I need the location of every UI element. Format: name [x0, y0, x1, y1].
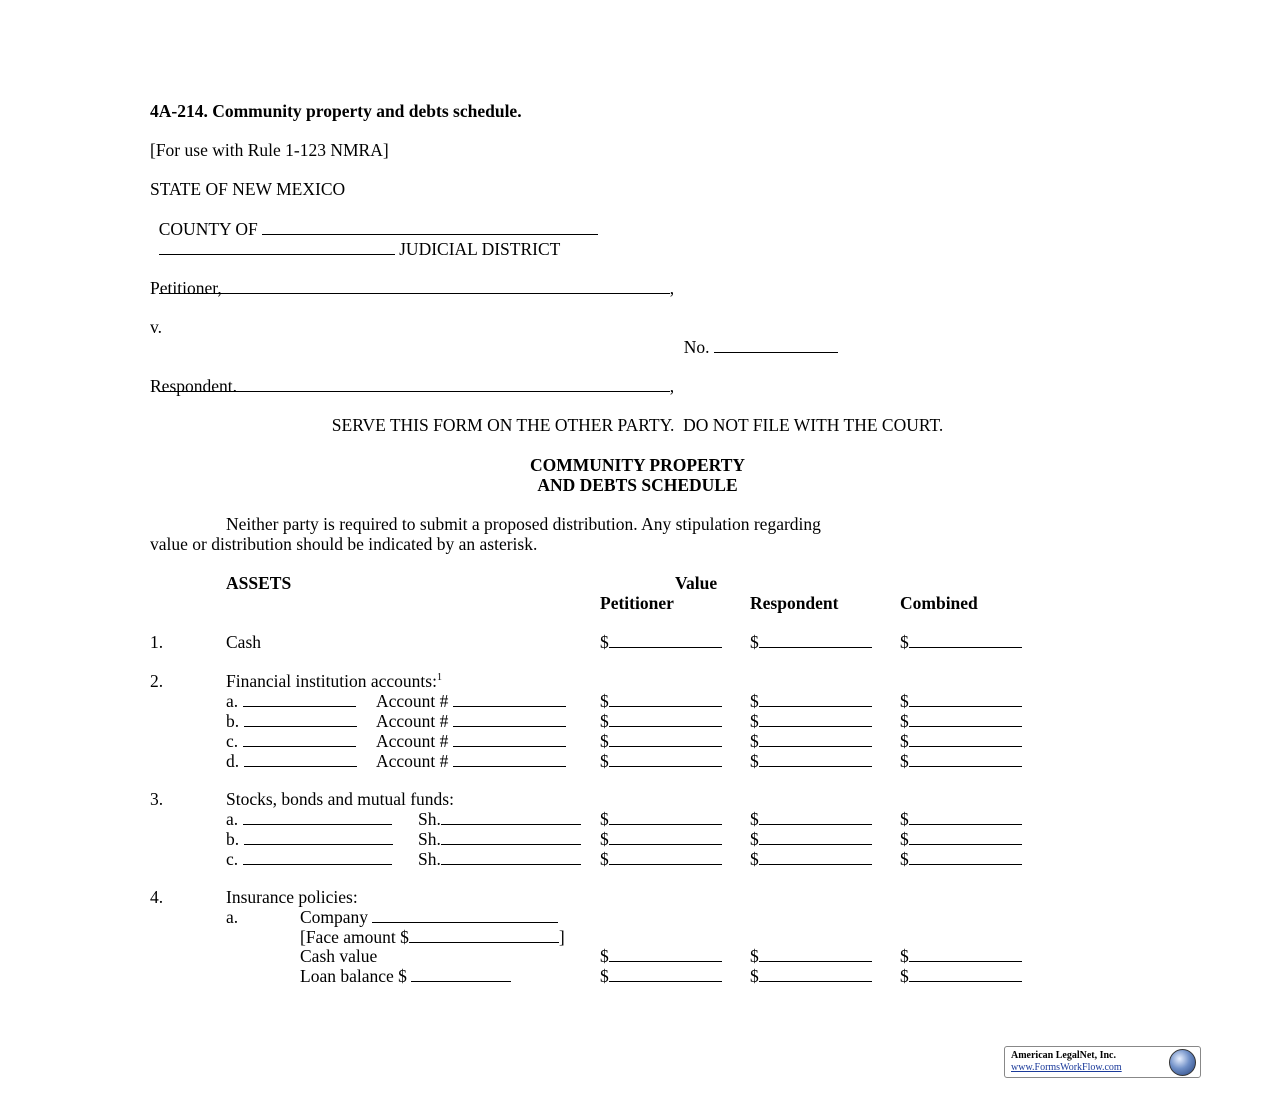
dollar-sign: $ [900, 632, 909, 652]
shares-field[interactable] [441, 850, 581, 865]
account-number-field[interactable] [453, 732, 566, 747]
account-label: Account # [376, 751, 449, 771]
schedule-title-line2: AND DEBTS SCHEDULE [537, 475, 738, 495]
stock-row [226, 849, 392, 869]
value-field[interactable] [759, 947, 872, 962]
logo-company-name: American LegalNet, Inc. [1011, 1050, 1116, 1061]
serve-notice: SERVE THIS FORM ON THE OTHER PARTY. DO NOT FILE WITH THE COURT. [331, 415, 944, 435]
account-row [226, 691, 356, 711]
value-field[interactable] [909, 947, 1022, 962]
row-letter: c. [226, 731, 239, 751]
loan-balance-field[interactable] [411, 967, 511, 982]
account-respondent-value [750, 691, 872, 711]
instructions-line2: value or distribution should be indicated by an asterisk. [150, 534, 538, 554]
face-amount-close: ] [558, 927, 565, 947]
account-respondent-value [750, 711, 872, 731]
account-combined-value [900, 711, 1022, 731]
dollar-sign: $ [750, 711, 759, 731]
row-letter: d. [226, 751, 240, 771]
dollar-sign: $ [900, 966, 909, 986]
value-field[interactable] [609, 712, 722, 727]
cash-combined-value [900, 632, 1022, 652]
cash-value-combined [900, 946, 1022, 966]
dollar-sign: $ [600, 809, 609, 829]
loan-balance-respondent [750, 966, 872, 986]
row-letter: b. [226, 711, 240, 731]
stock-row [226, 829, 393, 849]
petitioner-name-field[interactable] [159, 279, 670, 294]
dollar-sign: $ [600, 731, 609, 751]
dollar-sign: $ [750, 966, 759, 986]
account-petitioner-value [600, 711, 722, 731]
dollar-sign: $ [600, 711, 609, 731]
globe-icon [1169, 1049, 1196, 1076]
account-petitioner-value [600, 691, 722, 711]
account-number [376, 711, 566, 731]
case-number-field[interactable] [714, 338, 838, 353]
loan-balance-label: Loan balance $ [300, 966, 407, 986]
value-field[interactable] [909, 732, 1022, 747]
dollar-sign: $ [900, 751, 909, 771]
shares-label: Sh. [418, 849, 441, 869]
case-number-line [675, 317, 838, 357]
shares [418, 829, 581, 849]
insurance-label: Insurance policies: [226, 887, 358, 907]
shares-label: Sh. [418, 829, 441, 849]
value-field[interactable] [609, 810, 722, 825]
county-label: COUNTY OF [158, 219, 258, 239]
cash-value-respondent [750, 946, 872, 966]
stock-combined-value [900, 829, 1022, 849]
value-field[interactable] [759, 712, 872, 727]
stocks-label: Stocks, bonds and mutual funds: [226, 789, 454, 809]
item-number-financial: 2. [150, 671, 164, 691]
case-number-label: No. [683, 337, 710, 357]
item-number-stocks: 3. [150, 789, 164, 809]
dollar-sign: $ [600, 849, 609, 869]
institution-field[interactable] [243, 732, 356, 747]
dollar-sign: $ [900, 809, 909, 829]
dollar-sign: $ [750, 751, 759, 771]
account-number [376, 751, 566, 771]
value-field[interactable] [909, 830, 1022, 845]
account-number-field[interactable] [453, 752, 566, 767]
value-field[interactable] [909, 712, 1022, 727]
dollar-sign: $ [900, 711, 909, 731]
dollar-sign: $ [750, 691, 759, 711]
dollar-sign: $ [900, 849, 909, 869]
cash-value-petitioner [600, 946, 722, 966]
district-line [150, 219, 560, 259]
financial-accounts-label [226, 671, 442, 691]
value-field[interactable] [909, 967, 1022, 982]
company-field[interactable] [372, 908, 558, 923]
stock-respondent-value [750, 829, 872, 849]
value-field[interactable] [609, 830, 722, 845]
account-label: Account # [376, 691, 449, 711]
value-field[interactable] [609, 752, 722, 767]
stock-row [226, 809, 392, 829]
value-field[interactable] [759, 692, 872, 707]
versus: v. [150, 317, 162, 337]
account-label: Account # [376, 731, 449, 751]
value-field[interactable] [909, 752, 1022, 767]
shares-field[interactable] [441, 830, 581, 845]
loan-balance-line [300, 966, 511, 986]
item-number-insurance: 4. [150, 887, 164, 907]
institution-field[interactable] [244, 752, 357, 767]
security-field[interactable] [243, 810, 392, 825]
dollar-sign: $ [900, 691, 909, 711]
row-letter: a. [226, 809, 239, 829]
insurance-sub-letter: a. [226, 907, 239, 927]
account-combined-value [900, 751, 1022, 771]
row-letter: b. [226, 829, 240, 849]
account-combined-value [900, 731, 1022, 751]
dollar-sign: $ [750, 632, 759, 652]
stock-combined-value [900, 809, 1022, 829]
stock-respondent-value [750, 849, 872, 869]
account-label: Account # [376, 711, 449, 731]
stock-petitioner-value [600, 829, 722, 849]
value-field[interactable] [909, 692, 1022, 707]
dollar-sign: $ [600, 632, 609, 652]
value-field[interactable] [609, 967, 722, 982]
value-field[interactable] [759, 810, 872, 825]
dollar-sign: $ [750, 946, 759, 966]
company-label: Company [300, 907, 369, 927]
institution-field[interactable] [243, 692, 356, 707]
petitioner-label: Petitioner, [150, 278, 222, 298]
value-field[interactable] [759, 850, 872, 865]
cash-value-label: Cash value [300, 946, 378, 966]
assets-heading: ASSETS [226, 573, 292, 593]
value-field[interactable] [759, 830, 872, 845]
footnote-marker: 1 [436, 672, 442, 684]
stock-combined-value [900, 849, 1022, 869]
company-line [300, 907, 558, 927]
dollar-sign: $ [900, 829, 909, 849]
dollar-sign: $ [600, 751, 609, 771]
value-field[interactable] [909, 633, 1022, 648]
judicial-district-label: JUDICIAL DISTRICT [399, 239, 561, 259]
district-field[interactable] [159, 240, 395, 255]
account-petitioner-value [600, 751, 722, 771]
stock-petitioner-value [600, 849, 722, 869]
account-petitioner-value [600, 731, 722, 751]
institution-field[interactable] [244, 712, 357, 727]
shares [418, 809, 581, 829]
account-number [376, 731, 566, 751]
value-field[interactable] [609, 850, 722, 865]
shares-label: Sh. [418, 809, 441, 829]
dollar-sign: $ [600, 829, 609, 849]
rule-title: 4A-214. Community property and debts schedule. [150, 101, 522, 121]
dollar-sign: $ [600, 966, 609, 986]
value-heading: Value [675, 573, 718, 593]
dollar-sign: $ [600, 691, 609, 711]
account-respondent-value [750, 751, 872, 771]
dollar-sign: $ [600, 946, 609, 966]
state-name: STATE OF NEW MEXICO [150, 179, 346, 199]
account-row [226, 731, 356, 751]
petitioner-name-line [150, 258, 674, 298]
dollar-sign: $ [900, 731, 909, 751]
dollar-sign: $ [750, 731, 759, 751]
value-field[interactable] [759, 732, 872, 747]
stock-respondent-value [750, 809, 872, 829]
respondent-label: Respondent. [150, 376, 238, 396]
cash-respondent-value [750, 632, 872, 652]
face-amount-field[interactable] [409, 928, 559, 943]
value-field[interactable] [609, 947, 722, 962]
value-field[interactable] [909, 850, 1022, 865]
row-letter: c. [226, 849, 239, 869]
dollar-sign: $ [900, 946, 909, 966]
logo-url-link[interactable]: www.FormsWorkFlow.com [1011, 1062, 1122, 1073]
value-field[interactable] [759, 633, 872, 648]
cash-petitioner-value [600, 632, 722, 652]
security-field[interactable] [244, 830, 393, 845]
loan-balance-petitioner [600, 966, 722, 986]
shares [418, 849, 581, 869]
value-field[interactable] [609, 692, 722, 707]
value-field[interactable] [609, 732, 722, 747]
account-number-field[interactable] [453, 712, 566, 727]
account-number [376, 691, 566, 711]
value-field[interactable] [759, 967, 872, 982]
petitioner-comma: , [669, 278, 675, 298]
stock-petitioner-value [600, 809, 722, 829]
row-letter: a. [226, 691, 239, 711]
value-field[interactable] [609, 633, 722, 648]
american-legalnet-logo[interactable] [1004, 1046, 1201, 1078]
respondent-comma: , [669, 376, 675, 396]
account-combined-value [900, 691, 1022, 711]
use-note: [For use with Rule 1-123 NMRA] [150, 140, 389, 160]
account-respondent-value [750, 731, 872, 751]
face-amount-line [300, 927, 565, 947]
dollar-sign: $ [750, 849, 759, 869]
cash-label: Cash [226, 632, 261, 652]
account-row [226, 711, 357, 731]
face-amount-label: [Face amount $ [300, 927, 409, 947]
security-field[interactable] [243, 850, 392, 865]
shares-field[interactable] [441, 810, 581, 825]
account-number-field[interactable] [453, 692, 566, 707]
dollar-sign: $ [750, 809, 759, 829]
schedule-title-line1: COMMUNITY PROPERTY [529, 455, 746, 475]
loan-balance-combined [900, 966, 1022, 986]
financial-accounts-text: Financial institution accounts: [226, 671, 437, 691]
petitioner-column-heading: Petitioner [600, 593, 674, 613]
account-row [226, 751, 357, 771]
respondent-column-heading: Respondent [750, 593, 839, 613]
item-number-cash: 1. [150, 632, 164, 652]
dollar-sign: $ [750, 829, 759, 849]
combined-column-heading: Combined [900, 593, 978, 613]
value-field[interactable] [909, 810, 1022, 825]
instructions-line1: Neither party is required to submit a proposed distribution. Any stipulation regarding [226, 514, 821, 534]
value-field[interactable] [759, 752, 872, 767]
